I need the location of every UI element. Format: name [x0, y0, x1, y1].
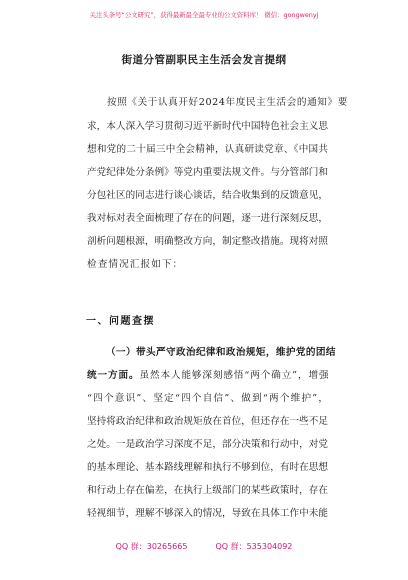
intro-line-2: 求，本人深入学习贯彻习近平新时代中国特色社会主义思 [87, 121, 328, 132]
body-line-3: 之处。一是政治学习深度不足，部分决策和行动中，对党 [87, 439, 328, 450]
intro-line-6: 我对标对表全面梳理了存在的问题，逐一进行深刻反思， [87, 213, 328, 224]
document-title: 街道分管副职民主生活会发言提纲 [121, 54, 287, 66]
body-line-6: 轻视细节，理解不够深入的情况，导致在具体工作中未能 [87, 508, 328, 519]
top-banner: 关注头条号“公文研究”，获得最新最全最专业的公文资料库！ 微信：gongwenyj [89, 11, 319, 19]
body-line-2: 坚持将政治纪律和政治规矩放在首位，但还存在一些不足 [87, 416, 328, 427]
body-line-1: “四个意识”、坚定“四个自信”、做到“两个维护”， [87, 393, 328, 404]
footer-qq-group-2: QQ 群：535304092 [215, 542, 293, 551]
body-line-5: 和行动上存在偏差，在执行上级部门的某些政策时，存在 [87, 485, 328, 496]
subsection-heading-line-1: （一）带头严守政治纪律和政治规矩，维护党的团结 [106, 347, 336, 358]
body-line-4: 的基本理论、基本路线理解和执行不够到位，有时在思想 [87, 462, 328, 473]
subsection-heading-tail: 统一方面。 [87, 370, 140, 381]
intro-line-4: 产党纪律处分条例》等党内重要法规文件。与分管部门和 [87, 167, 328, 178]
intro-line-5: 分包社区的同志进行谈心谈话，结合收集到的反馈意见， [87, 190, 328, 201]
body-line-start: 虽然本人能够深刻感悟“两个确立”，增强 [139, 370, 330, 381]
subsection-heading-line-2 [87, 371, 329, 381]
intro-line-7: 剖析问题根源，明确整改方向，制定整改措施。现将对照 [87, 236, 328, 247]
section-heading-1: 一、问题查摆 [86, 316, 155, 327]
intro-line-8: 检查情况汇报如下： [87, 259, 184, 270]
footer-qq-group-1: QQ 群：30265665 [115, 542, 188, 551]
intro-line-3: 想和党的二十届三中全会精神，认真研读党章、《中国共 [87, 144, 328, 155]
intro-line-1: 按照《关于认真开好2024年度民主生活会的通知》要 [107, 97, 348, 108]
footer [0, 541, 408, 552]
